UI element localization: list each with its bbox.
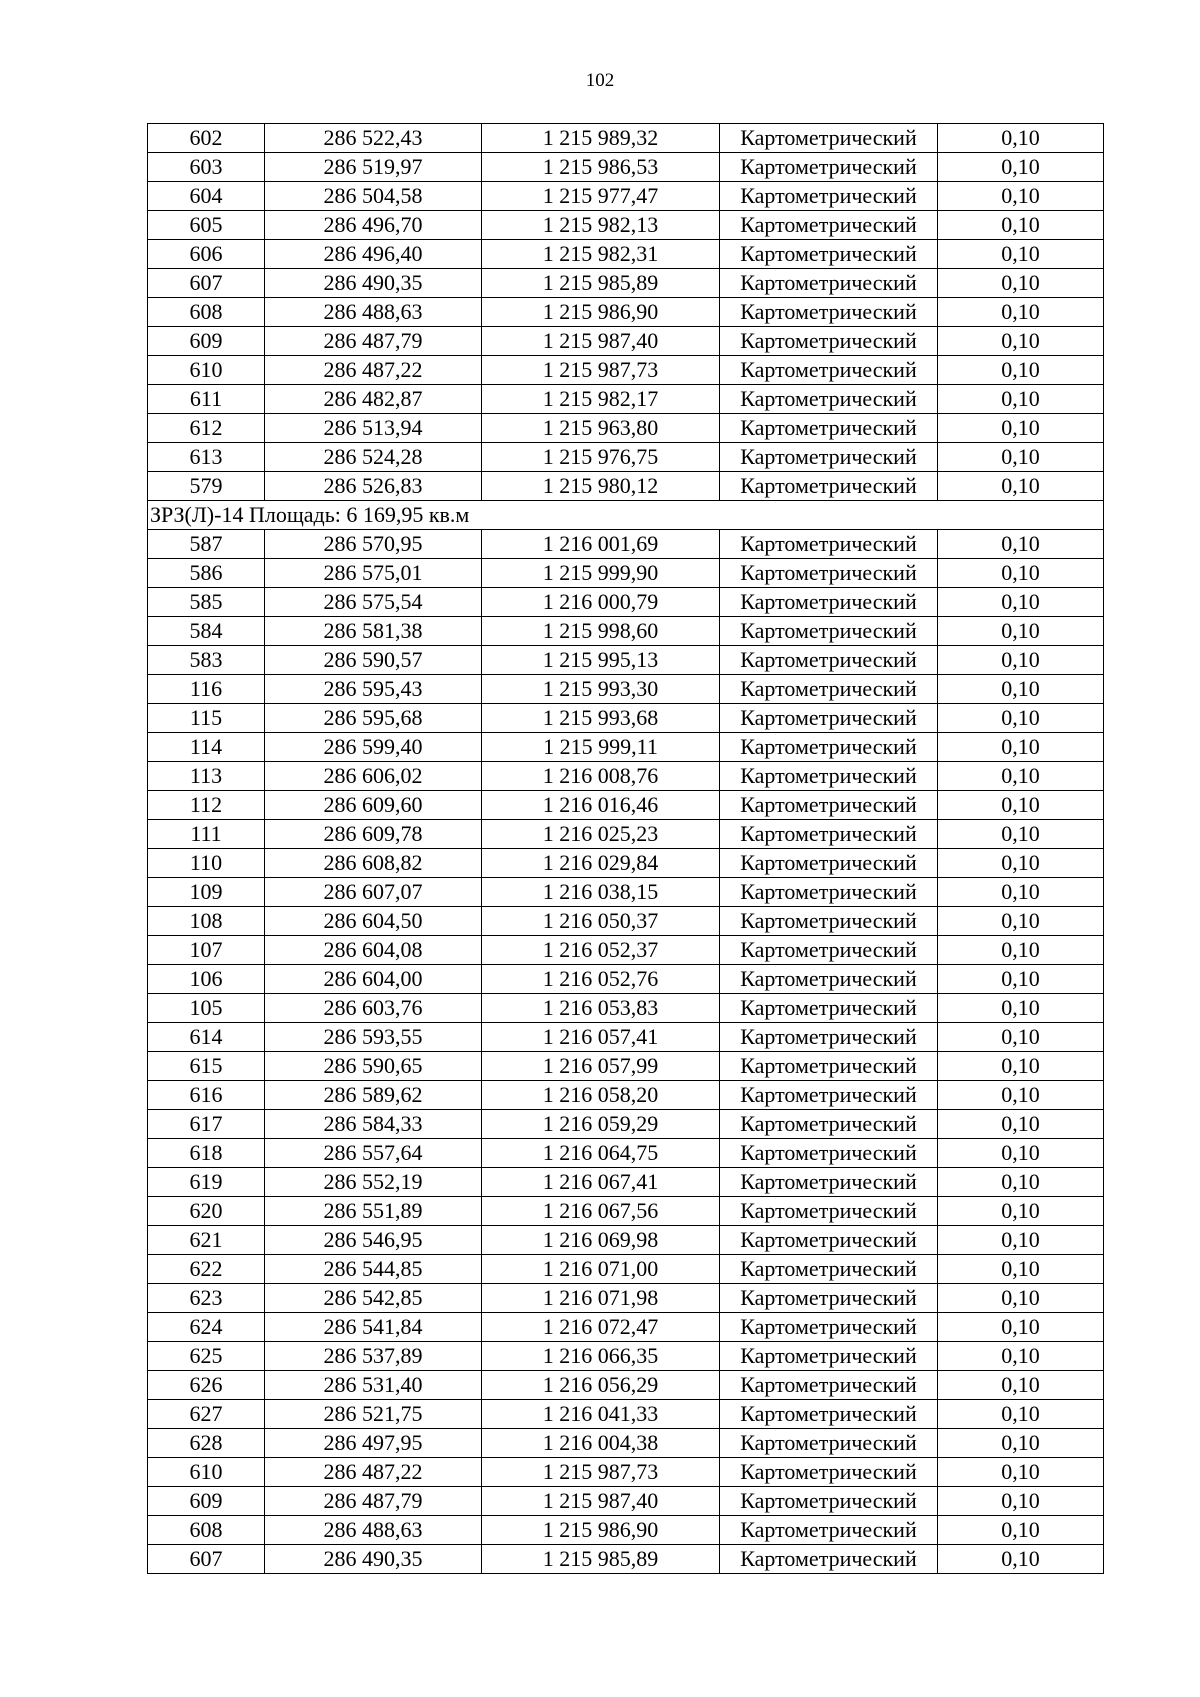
table-row [148,1487,1104,1516]
method-cell: Картометрический [720,211,938,240]
x-coordinate-cell: 286 542,85 [265,1284,482,1313]
method-cell: Картометрический [720,240,938,269]
table-row [148,1052,1104,1081]
accuracy-cell: 0,10 [938,559,1104,588]
accuracy-cell: 0,10 [938,907,1104,936]
accuracy-cell: 0,10 [938,1371,1104,1400]
table-row [148,1545,1104,1574]
method-cell: Картометрический [720,1023,938,1052]
method-cell: Картометрический [720,965,938,994]
table-row [148,1342,1104,1371]
accuracy-cell: 0,10 [938,1284,1104,1313]
x-coordinate-cell: 286 599,40 [265,733,482,762]
table-row [148,646,1104,675]
y-coordinate-cell: 1 216 057,41 [482,1023,720,1052]
accuracy-cell: 0,10 [938,153,1104,182]
y-coordinate-cell: 1 216 029,84 [482,849,720,878]
accuracy-cell: 0,10 [938,1023,1104,1052]
x-coordinate-cell: 286 488,63 [265,1516,482,1545]
accuracy-cell: 0,10 [938,588,1104,617]
x-coordinate-cell: 286 575,54 [265,588,482,617]
x-coordinate-cell: 286 541,84 [265,1313,482,1342]
method-cell: Картометрический [720,1458,938,1487]
method-cell: Картометрический [720,1400,938,1429]
accuracy-cell: 0,10 [938,1545,1104,1574]
table-row [148,182,1104,211]
x-coordinate-cell: 286 552,19 [265,1168,482,1197]
method-cell: Картометрический [720,588,938,617]
x-coordinate-cell: 286 544,85 [265,1255,482,1284]
point-number-cell: 113 [148,762,265,791]
point-number-cell: 626 [148,1371,265,1400]
table-row [148,820,1104,849]
method-cell: Картометрический [720,1197,938,1226]
method-cell: Картометрический [720,1284,938,1313]
table-row [148,298,1104,327]
x-coordinate-cell: 286 513,94 [265,414,482,443]
x-coordinate-cell: 286 487,22 [265,356,482,385]
table-row [148,1458,1104,1487]
point-number-cell: 618 [148,1139,265,1168]
point-number-cell: 579 [148,472,265,501]
accuracy-cell: 0,10 [938,530,1104,559]
table-row [148,153,1104,182]
point-number-cell: 608 [148,298,265,327]
point-number-cell: 105 [148,994,265,1023]
x-coordinate-cell: 286 609,60 [265,791,482,820]
point-number-cell: 111 [148,820,265,849]
accuracy-cell: 0,10 [938,1139,1104,1168]
y-coordinate-cell: 1 215 980,12 [482,472,720,501]
table-row [148,327,1104,356]
table-row [148,878,1104,907]
accuracy-cell: 0,10 [938,182,1104,211]
x-coordinate-cell: 286 496,70 [265,211,482,240]
table-row [148,617,1104,646]
x-coordinate-cell: 286 496,40 [265,240,482,269]
y-coordinate-cell: 1 215 986,90 [482,298,720,327]
table-row [148,704,1104,733]
method-cell: Картометрический [720,1516,938,1545]
method-cell: Картометрический [720,1429,938,1458]
method-cell: Картометрический [720,791,938,820]
x-coordinate-cell: 286 522,43 [265,124,482,153]
method-cell: Картометрический [720,820,938,849]
point-number-cell: 623 [148,1284,265,1313]
y-coordinate-cell: 1 216 067,41 [482,1168,720,1197]
point-number-cell: 615 [148,1052,265,1081]
table-row [148,1197,1104,1226]
x-coordinate-cell: 286 595,68 [265,704,482,733]
y-coordinate-cell: 1 216 057,99 [482,1052,720,1081]
y-coordinate-cell: 1 215 987,40 [482,1487,720,1516]
y-coordinate-cell: 1 216 038,15 [482,878,720,907]
point-number-cell: 621 [148,1226,265,1255]
x-coordinate-cell: 286 487,79 [265,327,482,356]
point-number-cell: 584 [148,617,265,646]
point-number-cell: 609 [148,1487,265,1516]
table-row [148,356,1104,385]
point-number-cell: 614 [148,1023,265,1052]
point-number-cell: 607 [148,269,265,298]
point-number-cell: 110 [148,849,265,878]
y-coordinate-cell: 1 215 999,90 [482,559,720,588]
x-coordinate-cell: 286 546,95 [265,1226,482,1255]
accuracy-cell: 0,10 [938,1081,1104,1110]
table-row [148,269,1104,298]
method-cell: Картометрический [720,617,938,646]
y-coordinate-cell: 1 215 982,31 [482,240,720,269]
accuracy-cell: 0,10 [938,704,1104,733]
y-coordinate-cell: 1 216 053,83 [482,994,720,1023]
x-coordinate-cell: 286 497,95 [265,1429,482,1458]
point-number-cell: 583 [148,646,265,675]
y-coordinate-cell: 1 216 069,98 [482,1226,720,1255]
y-coordinate-cell: 1 215 986,53 [482,153,720,182]
point-number-cell: 112 [148,791,265,820]
method-cell: Картометрический [720,1313,938,1342]
method-cell: Картометрический [720,1371,938,1400]
y-coordinate-cell: 1 215 985,89 [482,1545,720,1574]
x-coordinate-cell: 286 482,87 [265,385,482,414]
method-cell: Картометрический [720,414,938,443]
accuracy-cell: 0,10 [938,240,1104,269]
y-coordinate-cell: 1 216 008,76 [482,762,720,791]
table-row [148,994,1104,1023]
point-number-cell: 603 [148,153,265,182]
accuracy-cell: 0,10 [938,936,1104,965]
y-coordinate-cell: 1 216 056,29 [482,1371,720,1400]
x-coordinate-cell: 286 487,22 [265,1458,482,1487]
accuracy-cell: 0,10 [938,443,1104,472]
point-number-cell: 587 [148,530,265,559]
coordinates-table-body [148,124,1104,1574]
y-coordinate-cell: 1 215 993,30 [482,675,720,704]
point-number-cell: 585 [148,588,265,617]
table-row [148,1168,1104,1197]
point-number-cell: 607 [148,1545,265,1574]
y-coordinate-cell: 1 216 066,35 [482,1342,720,1371]
method-cell: Картометрический [720,327,938,356]
y-coordinate-cell: 1 216 001,69 [482,530,720,559]
method-cell: Картометрический [720,849,938,878]
x-coordinate-cell: 286 608,82 [265,849,482,878]
table-row [148,1313,1104,1342]
accuracy-cell: 0,10 [938,356,1104,385]
table-row [148,530,1104,559]
accuracy-cell: 0,10 [938,1487,1104,1516]
y-coordinate-cell: 1 215 977,47 [482,182,720,211]
method-cell: Картометрический [720,646,938,675]
table-row [148,472,1104,501]
accuracy-cell: 0,10 [938,414,1104,443]
table-row [148,791,1104,820]
x-coordinate-cell: 286 526,83 [265,472,482,501]
x-coordinate-cell: 286 519,97 [265,153,482,182]
accuracy-cell: 0,10 [938,791,1104,820]
accuracy-cell: 0,10 [938,327,1104,356]
x-coordinate-cell: 286 590,65 [265,1052,482,1081]
y-coordinate-cell: 1 216 004,38 [482,1429,720,1458]
accuracy-cell: 0,10 [938,211,1104,240]
point-number-cell: 628 [148,1429,265,1458]
point-number-cell: 624 [148,1313,265,1342]
accuracy-cell: 0,10 [938,646,1104,675]
point-number-cell: 611 [148,385,265,414]
y-coordinate-cell: 1 216 071,98 [482,1284,720,1313]
point-number-cell: 604 [148,182,265,211]
x-coordinate-cell: 286 557,64 [265,1139,482,1168]
accuracy-cell: 0,10 [938,675,1104,704]
point-number-cell: 602 [148,124,265,153]
y-coordinate-cell: 1 215 985,89 [482,269,720,298]
y-coordinate-cell: 1 215 999,11 [482,733,720,762]
method-cell: Картометрический [720,1545,938,1574]
x-coordinate-cell: 286 589,62 [265,1081,482,1110]
accuracy-cell: 0,10 [938,124,1104,153]
y-coordinate-cell: 1 215 986,90 [482,1516,720,1545]
x-coordinate-cell: 286 584,33 [265,1110,482,1139]
table-row [148,443,1104,472]
table-row [148,675,1104,704]
point-number-cell: 108 [148,907,265,936]
method-cell: Картометрический [720,530,938,559]
x-coordinate-cell: 286 604,08 [265,936,482,965]
table-row [148,762,1104,791]
point-number-cell: 625 [148,1342,265,1371]
point-number-cell: 107 [148,936,265,965]
table-row [148,733,1104,762]
table-row [148,1139,1104,1168]
point-number-cell: 617 [148,1110,265,1139]
y-coordinate-cell: 1 215 963,80 [482,414,720,443]
method-cell: Картометрический [720,675,938,704]
point-number-cell: 116 [148,675,265,704]
method-cell: Картометрический [720,1226,938,1255]
y-coordinate-cell: 1 216 016,46 [482,791,720,820]
accuracy-cell: 0,10 [938,1110,1104,1139]
accuracy-cell: 0,10 [938,1429,1104,1458]
accuracy-cell: 0,10 [938,1516,1104,1545]
table-row [148,414,1104,443]
method-cell: Картометрический [720,994,938,1023]
x-coordinate-cell: 286 581,38 [265,617,482,646]
table-row [148,1255,1104,1284]
y-coordinate-cell: 1 216 064,75 [482,1139,720,1168]
method-cell: Картометрический [720,1487,938,1516]
x-coordinate-cell: 286 570,95 [265,530,482,559]
point-number-cell: 622 [148,1255,265,1284]
point-number-cell: 114 [148,733,265,762]
point-number-cell: 115 [148,704,265,733]
table-row [148,588,1104,617]
accuracy-cell: 0,10 [938,878,1104,907]
x-coordinate-cell: 286 490,35 [265,1545,482,1574]
point-number-cell: 608 [148,1516,265,1545]
x-coordinate-cell: 286 521,75 [265,1400,482,1429]
method-cell: Картометрический [720,298,938,327]
y-coordinate-cell: 1 216 050,37 [482,907,720,936]
method-cell: Картометрический [720,1168,938,1197]
y-coordinate-cell: 1 215 987,40 [482,327,720,356]
method-cell: Картометрический [720,269,938,298]
y-coordinate-cell: 1 216 000,79 [482,588,720,617]
table-row [148,907,1104,936]
page-number: 102 [585,70,615,91]
y-coordinate-cell: 1 215 982,13 [482,211,720,240]
accuracy-cell: 0,10 [938,820,1104,849]
x-coordinate-cell: 286 551,89 [265,1197,482,1226]
y-coordinate-cell: 1 215 987,73 [482,356,720,385]
accuracy-cell: 0,10 [938,1458,1104,1487]
y-coordinate-cell: 1 216 025,23 [482,820,720,849]
y-coordinate-cell: 1 216 052,76 [482,965,720,994]
method-cell: Картометрический [720,704,938,733]
table-row [148,1371,1104,1400]
y-coordinate-cell: 1 216 052,37 [482,936,720,965]
x-coordinate-cell: 286 606,02 [265,762,482,791]
table-row [148,1110,1104,1139]
accuracy-cell: 0,10 [938,617,1104,646]
method-cell: Картометрический [720,733,938,762]
accuracy-cell: 0,10 [938,1400,1104,1429]
table-row [148,1516,1104,1545]
method-cell: Картометрический [720,762,938,791]
method-cell: Картометрический [720,472,938,501]
y-coordinate-cell: 1 216 059,29 [482,1110,720,1139]
accuracy-cell: 0,10 [938,298,1104,327]
y-coordinate-cell: 1 216 041,33 [482,1400,720,1429]
method-cell: Картометрический [720,153,938,182]
x-coordinate-cell: 286 490,35 [265,269,482,298]
y-coordinate-cell: 1 215 989,32 [482,124,720,153]
y-coordinate-cell: 1 216 058,20 [482,1081,720,1110]
x-coordinate-cell: 286 504,58 [265,182,482,211]
method-cell: Картометрический [720,878,938,907]
point-number-cell: 627 [148,1400,265,1429]
accuracy-cell: 0,10 [938,994,1104,1023]
x-coordinate-cell: 286 590,57 [265,646,482,675]
accuracy-cell: 0,10 [938,1255,1104,1284]
x-coordinate-cell: 286 604,50 [265,907,482,936]
method-cell: Картометрический [720,1342,938,1371]
y-coordinate-cell: 1 216 067,56 [482,1197,720,1226]
table-row [148,965,1104,994]
table-row [148,1429,1104,1458]
point-number-cell: 605 [148,211,265,240]
point-number-cell: 613 [148,443,265,472]
y-coordinate-cell: 1 216 071,00 [482,1255,720,1284]
method-cell: Картометрический [720,559,938,588]
x-coordinate-cell: 286 607,07 [265,878,482,907]
method-cell: Картометрический [720,356,938,385]
accuracy-cell: 0,10 [938,733,1104,762]
point-number-cell: 612 [148,414,265,443]
accuracy-cell: 0,10 [938,1226,1104,1255]
table-row [148,1081,1104,1110]
point-number-cell: 610 [148,1458,265,1487]
point-number-cell: 106 [148,965,265,994]
x-coordinate-cell: 286 531,40 [265,1371,482,1400]
y-coordinate-cell: 1 215 987,73 [482,1458,720,1487]
x-coordinate-cell: 286 537,89 [265,1342,482,1371]
accuracy-cell: 0,10 [938,1168,1104,1197]
x-coordinate-cell: 286 488,63 [265,298,482,327]
method-cell: Картометрический [720,182,938,211]
method-cell: Картометрический [720,385,938,414]
x-coordinate-cell: 286 609,78 [265,820,482,849]
method-cell: Картометрический [720,1110,938,1139]
method-cell: Картометрический [720,124,938,153]
x-coordinate-cell: 286 575,01 [265,559,482,588]
accuracy-cell: 0,10 [938,762,1104,791]
x-coordinate-cell: 286 524,28 [265,443,482,472]
method-cell: Картометрический [720,1081,938,1110]
point-number-cell: 619 [148,1168,265,1197]
table-row [148,1023,1104,1052]
table-row [148,559,1104,588]
method-cell: Картометрический [720,443,938,472]
section-header-row [148,501,1104,530]
y-coordinate-cell: 1 215 982,17 [482,385,720,414]
table-row [148,1400,1104,1429]
x-coordinate-cell: 286 604,00 [265,965,482,994]
x-coordinate-cell: 286 593,55 [265,1023,482,1052]
point-number-cell: 616 [148,1081,265,1110]
table-row [148,211,1104,240]
accuracy-cell: 0,10 [938,849,1104,878]
accuracy-cell: 0,10 [938,269,1104,298]
table-row [148,1226,1104,1255]
x-coordinate-cell: 286 595,43 [265,675,482,704]
coordinates-table [147,123,1104,1574]
accuracy-cell: 0,10 [938,385,1104,414]
point-number-cell: 610 [148,356,265,385]
method-cell: Картометрический [720,1139,938,1168]
accuracy-cell: 0,10 [938,1197,1104,1226]
table-row [148,1284,1104,1313]
y-coordinate-cell: 1 216 072,47 [482,1313,720,1342]
point-number-cell: 620 [148,1197,265,1226]
method-cell: Картометрический [720,1052,938,1081]
method-cell: Картометрический [720,1255,938,1284]
x-coordinate-cell: 286 603,76 [265,994,482,1023]
table-row [148,385,1104,414]
accuracy-cell: 0,10 [938,472,1104,501]
accuracy-cell: 0,10 [938,1052,1104,1081]
y-coordinate-cell: 1 215 998,60 [482,617,720,646]
y-coordinate-cell: 1 215 976,75 [482,443,720,472]
accuracy-cell: 0,10 [938,1342,1104,1371]
point-number-cell: 586 [148,559,265,588]
table-row [148,936,1104,965]
accuracy-cell: 0,10 [938,1313,1104,1342]
point-number-cell: 606 [148,240,265,269]
table-row [148,124,1104,153]
section-title: ЗРЗ(Л)-14 Площадь: 6 169,95 кв.м [148,501,1104,530]
table-row [148,240,1104,269]
point-number-cell: 109 [148,878,265,907]
y-coordinate-cell: 1 215 995,13 [482,646,720,675]
accuracy-cell: 0,10 [938,965,1104,994]
point-number-cell: 609 [148,327,265,356]
y-coordinate-cell: 1 215 993,68 [482,704,720,733]
method-cell: Картометрический [720,936,938,965]
x-coordinate-cell: 286 487,79 [265,1487,482,1516]
method-cell: Картометрический [720,907,938,936]
table-row [148,849,1104,878]
